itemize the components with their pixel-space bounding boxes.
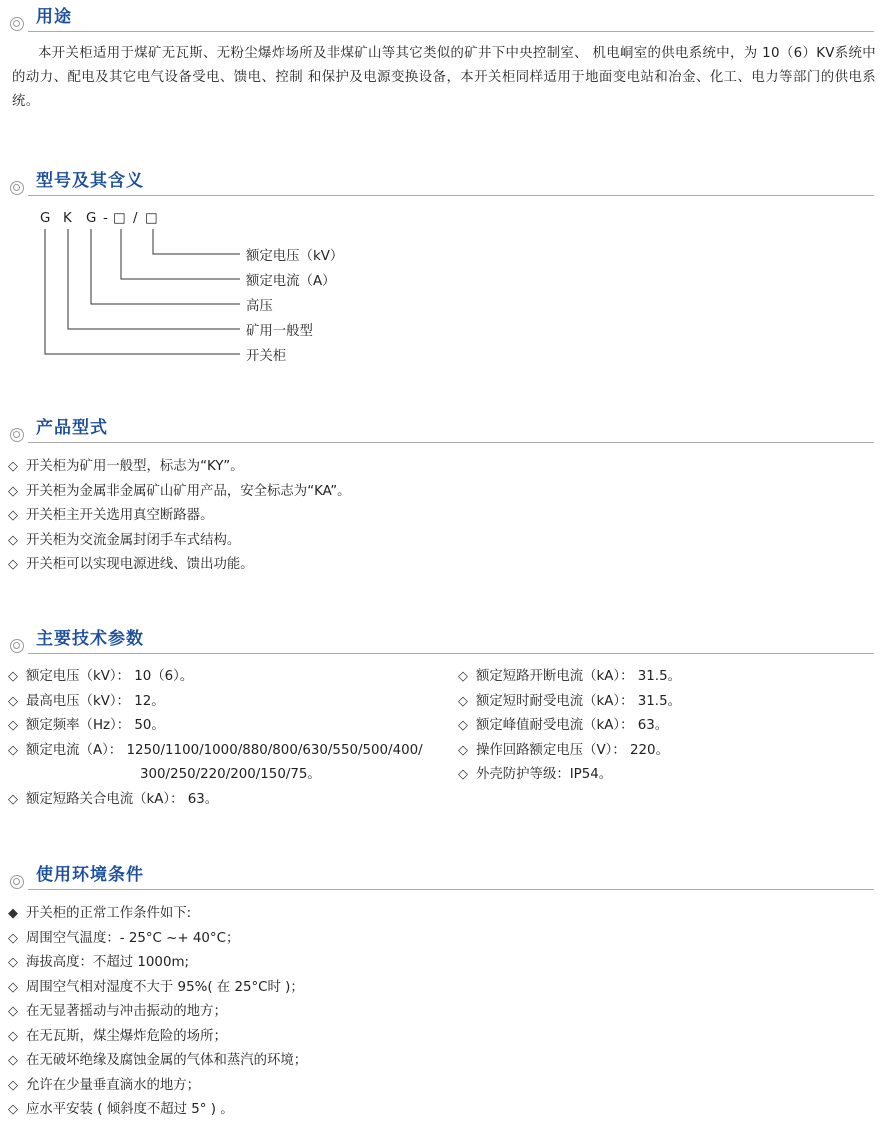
code-connector-lines [0,0,260,370]
list-item: ◇ 在无瓦斯，煤尘爆炸危险的场所； [8,1025,307,1050]
code-box-voltage: □ [145,211,158,226]
code-letter-g: G [40,211,51,226]
params-right-list [458,665,681,788]
diamond-icon: ◇ [8,1028,18,1044]
list-item: ◇ 开关柜为交流金属封闭手车式结构。 [8,529,351,554]
list-item: ◇ 在无破坏绝缘及腐蚀金属的气体和蒸汽的环境； [8,1049,307,1074]
env-list [8,902,307,1123]
section-title: 用途 [36,7,72,27]
params-left-list [8,665,423,812]
list-item: ◆ 开关柜的正常工作条件如下: [8,902,307,927]
code-letter-k: K [63,211,72,226]
section-title: 型号及其含义 [36,171,144,191]
section-product [0,411,890,445]
filled-diamond-icon: ◆ [8,906,18,921]
label-rated-voltage: 额定电压（kV） [246,249,344,264]
code-letter-g2: G [86,211,97,226]
divider [28,442,874,443]
divider [28,889,874,890]
list-item: ◇ 周围空气相对湿度不大于 95%( 在 25°C时 )； [8,976,307,1001]
list-item: ◇ 在无显著摇动与冲击振动的地方； [8,1000,307,1025]
divider [28,653,874,654]
list-item: ◇ 开关柜可以实现电源进线、馈出功能。 [8,553,351,578]
label-switchgear: 开关柜 [246,349,287,364]
diamond-icon: ◇ [8,1077,18,1093]
diamond-icon: ◇ [8,508,18,523]
section-title: 主要技术参数 [36,629,144,649]
list-item: ◇ 最高电压（kV）： 12。 [8,690,423,715]
diamond-icon: ◇ [8,483,18,499]
list-item: ◇ 额定电压（kV）： 10（6）。 [8,665,423,690]
diamond-icon: ◇ [8,930,18,946]
diamond-icon: ◇ [8,1004,18,1019]
section-header [0,411,890,445]
diamond-icon: ◇ [8,459,18,474]
diamond-icon: ◇ [458,693,468,709]
label-rated-current: 额定电流（A） [246,274,336,289]
ring-icon [10,639,24,653]
diamond-icon: ◇ [8,791,18,807]
list-item: ◇ 海拔高度：不超过 1000m; [8,951,307,976]
diamond-icon: ◇ [8,557,18,572]
diamond-icon: ◇ [458,742,468,758]
diamond-icon: ◇ [8,693,18,709]
code-dash: - [103,211,108,226]
diamond-icon: ◇ [8,718,18,733]
list-item: ◇ 额定短时耐受电流（kA）： 31.5。 [458,690,681,715]
section-title: 产品型式 [36,418,108,438]
label-high-voltage: 高压 [246,299,273,314]
list-item: ◇ 外壳防护等级：IP54。 [458,763,681,788]
list-item: ◇ 周围空气温度：- 25°C ~+ 40°C； [8,927,307,952]
ring-icon [10,428,24,442]
diamond-icon: ◇ [8,532,18,548]
section-header [0,622,890,656]
diamond-icon: ◇ [8,1102,18,1117]
list-item: ◇ 额定短路关合电流（kA）： 63。 [8,788,423,813]
diamond-icon: ◇ [8,955,18,970]
list-item: ◇ 应水平安装 ( 倾斜度不超过 5° ) 。 [8,1098,307,1123]
section-title: 使用环境条件 [36,865,144,885]
list-item: ◇ 开关柜为矿用一般型，标志为“KY”。 [8,455,351,480]
list-item: ◇ 额定电流（A）： 1250/1100/1000/880/800/630/550/500/400/ [8,739,423,764]
product-list [8,455,351,578]
diamond-icon: ◇ [458,669,468,684]
list-item: ◇ 开关柜为金属非金属矿山矿用产品，安全标志为“KA”。 [8,480,351,505]
list-item: ◇ 操作回路额定电压（V）： 220。 [458,739,681,764]
diamond-icon: ◇ [8,742,18,758]
code-slash: / [133,211,138,226]
diamond-icon: ◇ [8,979,18,995]
usage-paragraph: 本开关柜适用于煤矿无瓦斯、无粉尘爆炸场所及非煤矿山等其它类似的矿井下中央控制室、 机电峒室的供电系统中，为 10（6）KV系统中的动力、配电及其它电气设备受电、馈电、控制 和保护及电源变换设备，本开关柜同样适用于地面变电站和冶金、化工、电力等部门的供电系统。 [12,46,876,109]
section-header [0,858,890,892]
list-item: ◇ 额定短路开断电流（kA）： 31.5。 [458,665,681,690]
diamond-icon: ◇ [8,1053,18,1068]
label-mine-type: 矿用一般型 [246,324,313,339]
list-item: ◇ 额定峰值耐受电流（kA）： 63。 [458,714,681,739]
list-item: ◇ 允许在少量垂直滴水的地方； [8,1074,307,1099]
diamond-icon: ◇ [458,767,468,782]
diamond-icon: ◇ [8,669,18,684]
diamond-icon: ◇ [458,718,468,733]
ring-icon [10,875,24,889]
code-box-current: □ [113,211,126,226]
section-environment [0,858,890,892]
section-params [0,622,890,656]
list-item-continuation: 300/250/220/200/150/75。 [140,767,321,782]
list-item: ◇ 额定频率（Hz）： 50。 [8,714,423,739]
list-item: ◇ 开关柜主开关选用真空断路器。 [8,504,351,529]
